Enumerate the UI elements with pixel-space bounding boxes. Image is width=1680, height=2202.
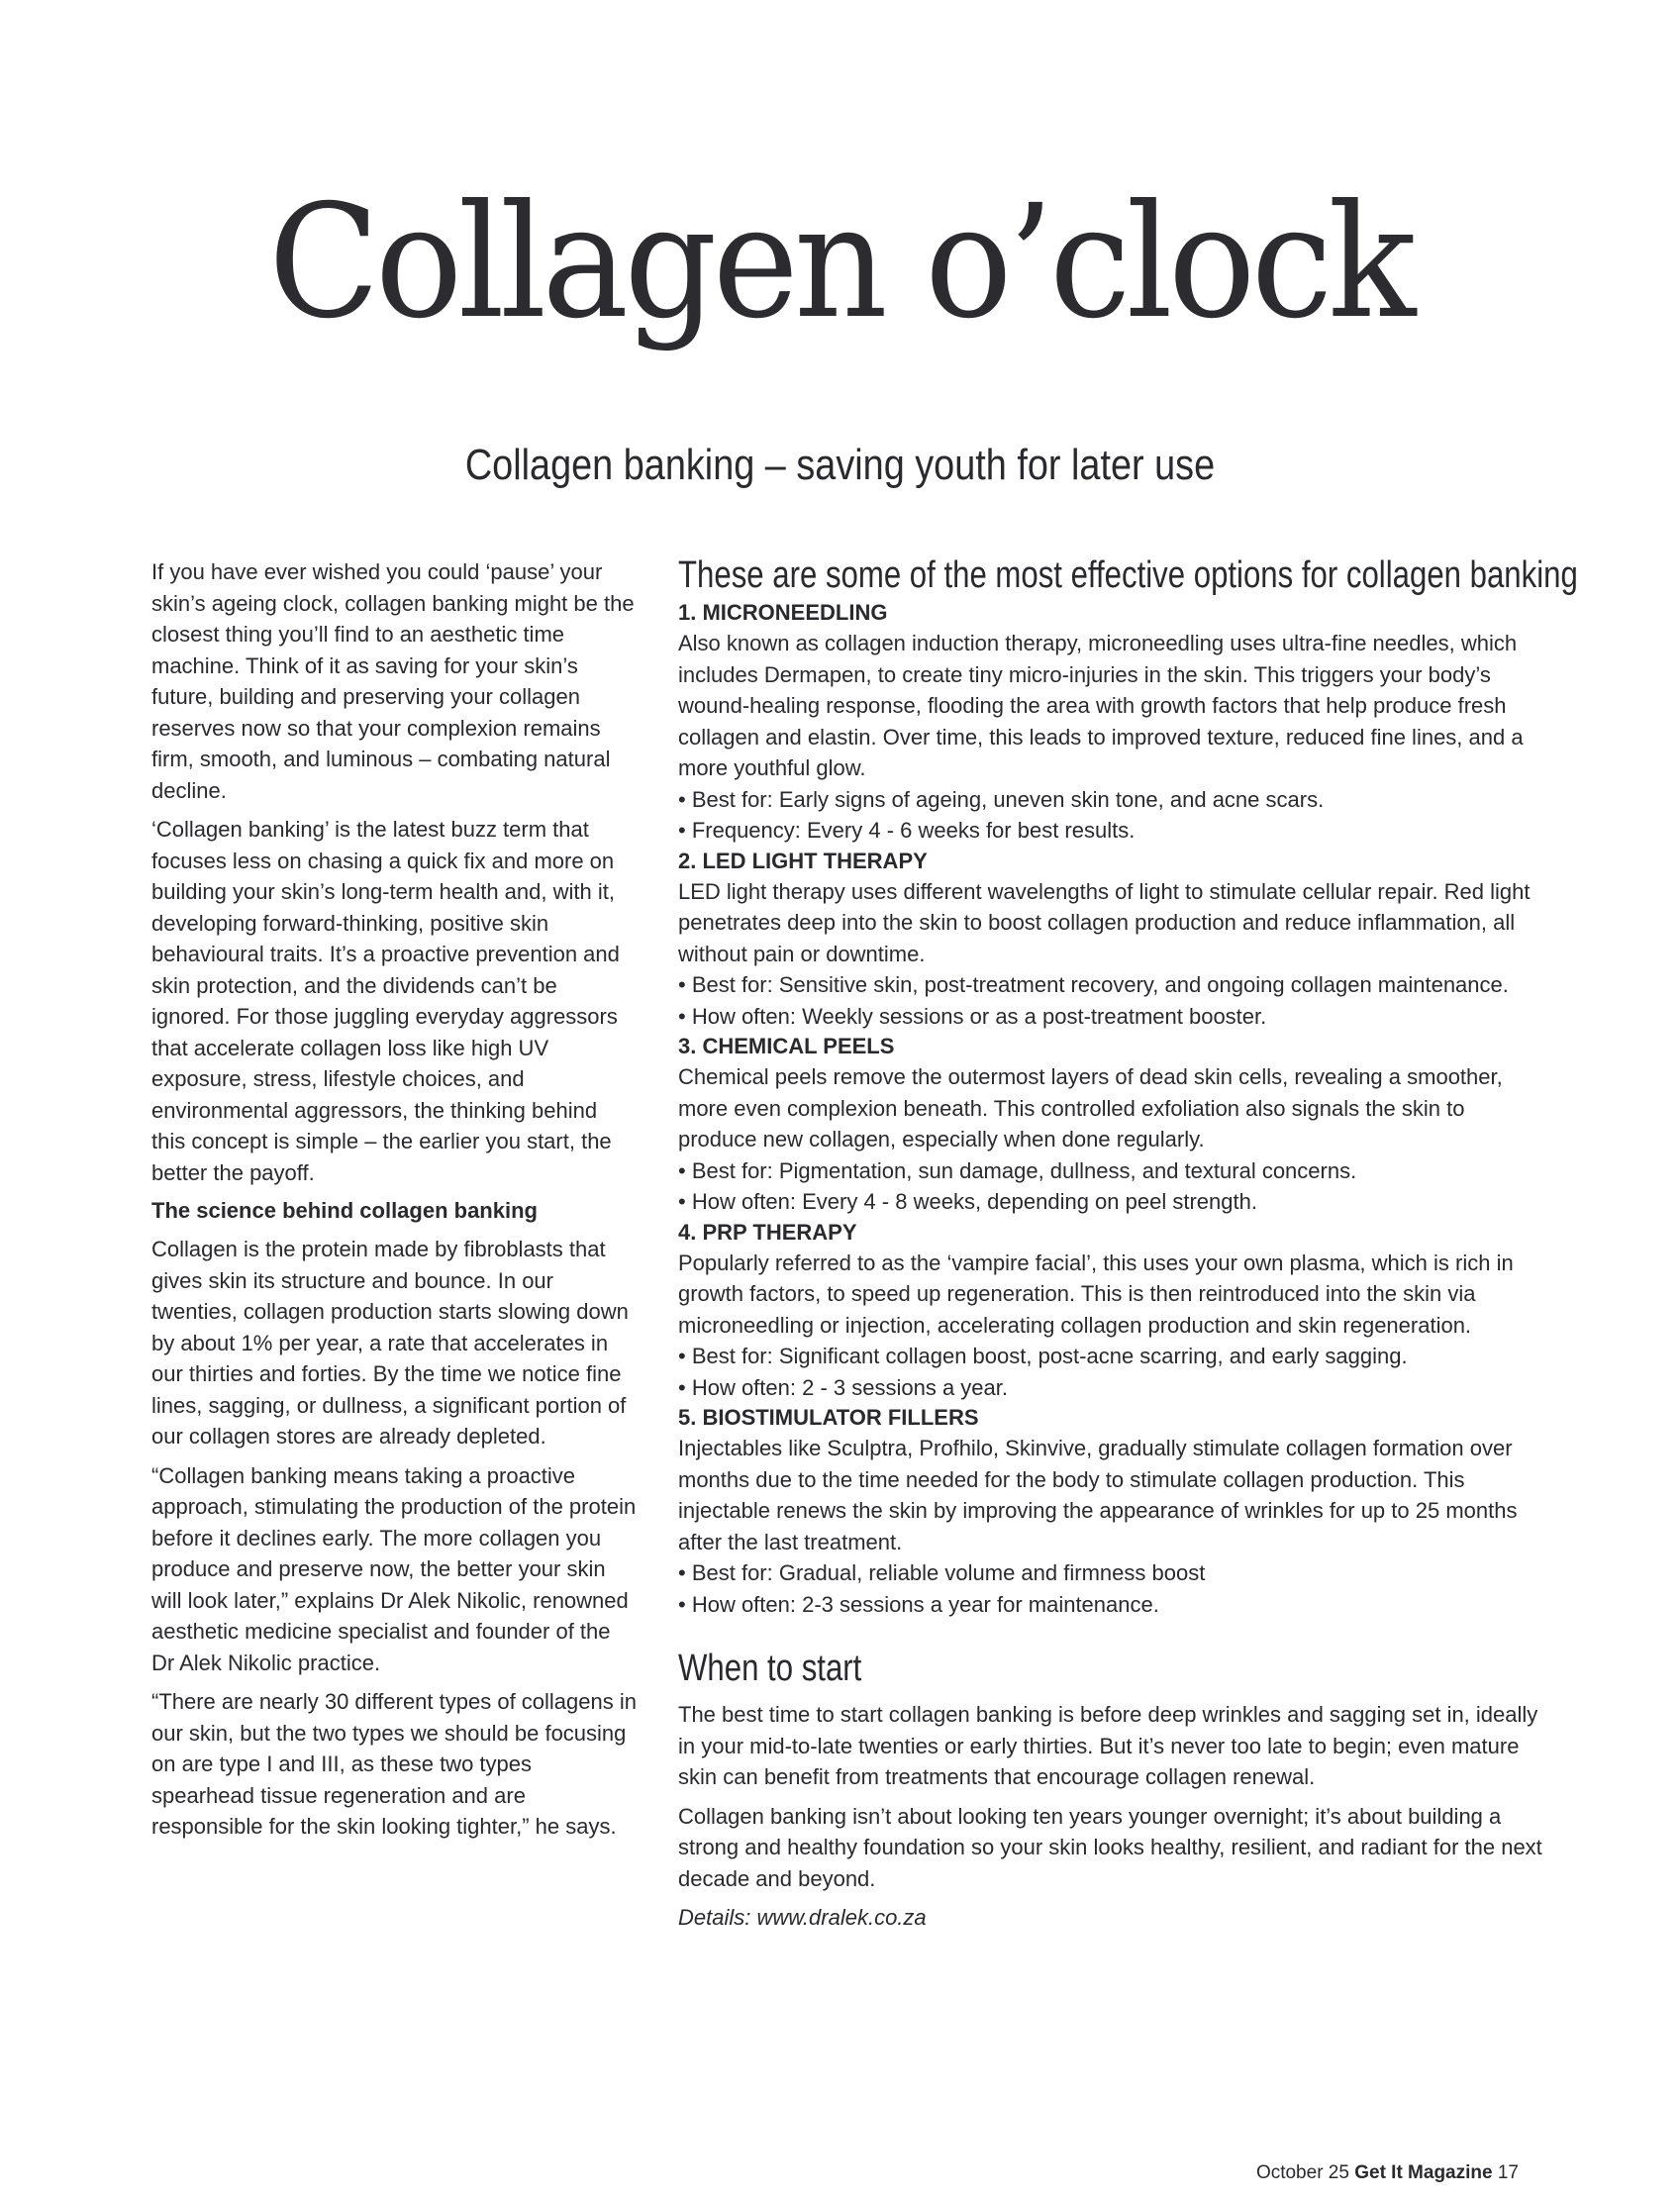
- bullet-item: • Best for: Significant collagen boost, post-acne scarring, and early sagging.: [678, 1341, 1549, 1372]
- item-body: LED light therapy uses different wavelengths of light to stimulate cellular repair. Red light penetrates deep into the skin to boost collagen production and reduce inflammation, all without pain or downtime.: [678, 878, 1531, 966]
- intro-paragraph: If you have ever wished you could ‘pause’ your skin’s ageing clock, collagen banking might be the closest thing you’ll find to an aesthetic time machine. Think of it as saving for your skin’s future, building and preserving your collagen reserves now so that your complexion remains firm, smooth, and luminous – combating natural decline.: [151, 559, 635, 803]
- item-heading: 3. CHEMICAL PEELS: [678, 1034, 895, 1058]
- quote-paragraph: “Collagen banking means taking a proactive approach, stimulating the production of the protein before it declines early. The more collagen you produce and preserve now, the better your skin will look later,” explains Dr Alek Nikolic, renowned aesthetic medicine specialist and founder of the Dr Alek Nikolic practice.: [151, 1462, 637, 1675]
- page-number: 17: [1497, 2162, 1519, 2183]
- item-body: Chemical peels remove the outermost layers of dead skin cells, revealing a smoother, more even complexion beneath. This controlled exfoliation also signals the skin to produce new collagen, especially when done regularly.: [678, 1064, 1503, 1151]
- bullet-item: • How often: 2 - 3 sessions a year.: [678, 1372, 1549, 1404]
- bullet-item: • How often: Weekly sessions or as a post-treatment booster.: [678, 1001, 1549, 1033]
- paragraph: ‘Collagen banking’ is the latest buzz term that focuses less on chasing a quick fix and more on building your skin’s long-term health and, with it, developing forward-thinking, positive skin behavioural traits. It’s a proactive prevention and skin protection, and the dividends can’t be ignored. For those juggling everyday aggressors that accelerate collagen loss like high UV exposure, stress, lifestyle choices, and environmental aggressors, the thinking behind this concept is simple – the earlier you start, the better the payoff.: [151, 817, 620, 1185]
- science-heading: The science behind collagen banking: [151, 1198, 538, 1223]
- paragraph: The best time to start collagen banking is before deep wrinkles and sagging set in, ideally in your mid-to-late twenties or early thirties. But it’s never too late to begin; even mature skin can benefit from treatments that encourage collagen renewal.: [678, 1702, 1538, 1789]
- item-heading: 2. LED LIGHT THERAPY: [678, 848, 928, 873]
- bullet-item: • Best for: Early signs of ageing, uneven skin tone, and acne scars.: [678, 784, 1549, 816]
- bullet-item: • How often: Every 4 - 8 weeks, depending on peel strength.: [678, 1186, 1549, 1218]
- page-subtitle: Collagen banking – saving youth for later use: [464, 441, 1216, 489]
- item-body: Popularly referred to as the ‘vampire facial’, this uses your own plasma, which is rich in growth factors, to speed up regeneration. This is then reintroduced into the skin via microneedling or injection, accelerating collagen production and skin regeneration.: [678, 1250, 1514, 1338]
- paragraph: Collagen is the protein made by fibroblasts that gives skin its structure and bounce. In our twenties, collagen production starts slowing down by about 1% per year, a rate that accelerates in our thirties and forties. By the time we notice fine lines, sagging, or dullness, a significant portion of our collagen stores are already depleted.: [151, 1237, 629, 1449]
- right-column: [678, 552, 1578, 1934]
- page-title: Collagen o’clock: [268, 171, 1412, 353]
- bullet-item: • How often: 2-3 sessions a year for maintenance.: [678, 1589, 1549, 1621]
- left-column: [151, 556, 637, 1851]
- item-heading: 5. BIOSTIMULATOR FILLERS: [678, 1405, 979, 1430]
- bullet-item: • Best for: Pigmentation, sun damage, dullness, and textural concerns.: [678, 1155, 1549, 1187]
- options-heading: These are some of the most effective options for collagen banking: [678, 554, 1578, 596]
- quote-paragraph: “There are nearly 30 different types of collagens in our skin, but the two types we should be focusing on are type I and III, as these two types spearhead tissue regeneration and are responsible for the skin looking tighter,” he says.: [151, 1689, 637, 1839]
- footer-magazine: Get It Magazine: [1354, 2162, 1493, 2183]
- item-body: Injectables like Sculptra, Profhilo, Skinvive, gradually stimulate collagen formation over months due to the time needed for the body to stimulate collagen production. This injectable renews the skin by improving the appearance of wrinkles for up to 25 months after the last treatment.: [678, 1436, 1518, 1554]
- details-link[interactable]: Details: www.dralek.co.za: [678, 1905, 927, 1930]
- footer-issue: October 25: [1255, 2162, 1349, 2183]
- page-footer: [1256, 2162, 1519, 2184]
- bullet-item: • Best for: Sensitive skin, post-treatment recovery, and ongoing collagen maintenance.: [678, 969, 1549, 1001]
- paragraph: Collagen banking isn’t about looking ten years younger overnight; it’s about building a strong and healthy foundation so your skin looks healthy, resilient, and radiant for the next decade and beyond.: [678, 1803, 1542, 1891]
- when-heading: When to start: [678, 1648, 862, 1689]
- item-body: Also known as collagen induction therapy, microneedling uses ultra-fine needles, which includes Dermapen, to create tiny micro-injuries in the skin. This triggers your body’s wound-healing response, flooding the area with growth factors that help produce fresh collagen and elastin. Over time, this leads to improved texture, reduced fine lines, and a more youthful glow.: [678, 631, 1524, 780]
- bullet-item: • Best for: Gradual, reliable volume and firmness boost: [678, 1557, 1549, 1589]
- item-heading: 1. MICRONEEDLING: [678, 600, 888, 625]
- item-heading: 4. PRP THERAPY: [678, 1219, 857, 1245]
- bullet-item: • Frequency: Every 4 - 6 weeks for best results.: [678, 815, 1549, 847]
